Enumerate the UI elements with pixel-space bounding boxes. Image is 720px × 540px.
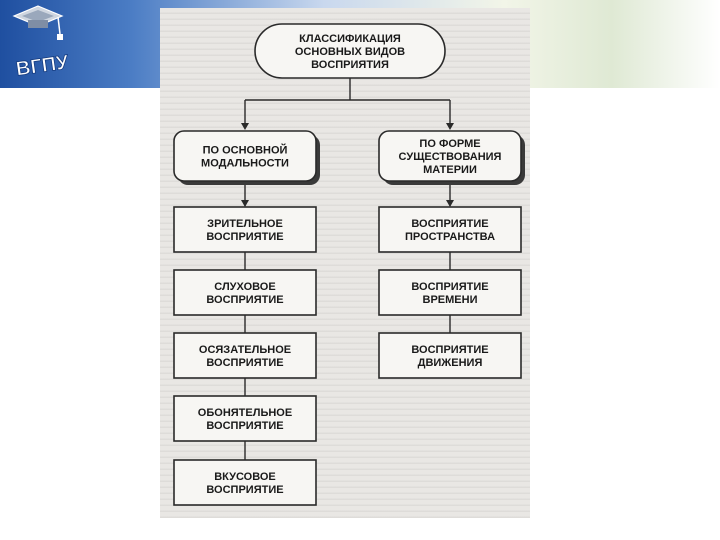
root-node-line-2: ОСНОВНЫХ ВИДОВ: [294, 46, 406, 58]
right-item-1-line-1: ВОСПРИЯТИЕ: [411, 218, 489, 230]
right-item-3-line-1: ВОСПРИЯТИЕ: [411, 344, 489, 356]
left-group-node: [174, 131, 320, 185]
left-item-3: [174, 333, 316, 378]
left-item-3-line-1: ОСЯЗАТЕЛЬНОЕ: [198, 344, 292, 356]
right-item-1: [379, 207, 521, 252]
left-item-5-line-2: ВОСПРИЯТИЕ: [206, 484, 284, 496]
root-node-line-1: КЛАССИФИКАЦИЯ: [299, 33, 401, 45]
right-group-node: [379, 131, 525, 185]
left-item-2-line-1: СЛУХОВОЕ: [214, 281, 276, 293]
right-item-1-line-2: ПРОСТРАНСТВА: [404, 231, 496, 243]
left-item-1-line-1: ЗРИТЕЛЬНОЕ: [207, 218, 283, 230]
logo-text: ВГПУ: [14, 51, 70, 81]
arrow-to-left-group: [241, 123, 249, 130]
left-group-node-line-1: ПО ОСНОВНОЙ: [202, 144, 288, 157]
left-item-4-line-1: ОБОНЯТЕЛЬНОЕ: [197, 407, 293, 419]
right-item-2: [379, 270, 521, 315]
right-item-3: [379, 333, 521, 378]
right-item-3-line-2: ДВИЖЕНИЯ: [417, 357, 483, 369]
left-item-4-line-2: ВОСПРИЯТИЕ: [206, 420, 284, 432]
root-node-line-3: ВОСПРИЯТИЯ: [311, 59, 389, 71]
right-group-node-line-1: ПО ФОРМЕ: [419, 138, 481, 150]
left-item-2: [174, 270, 316, 315]
right-item-2-line-1: ВОСПРИЯТИЕ: [411, 281, 489, 293]
left-item-5: [174, 460, 316, 505]
left-item-1: [174, 207, 316, 252]
right-item-2-line-2: ВРЕМЕНИ: [422, 294, 478, 306]
left-item-1-line-2: ВОСПРИЯТИЕ: [206, 231, 284, 243]
root-node: [255, 24, 445, 78]
left-item-5-line-1: ВКУСОВОЕ: [214, 471, 276, 483]
right-group-node-line-3: МАТЕРИИ: [423, 164, 477, 176]
right-group-node-line-2: СУЩЕСТВОВАНИЯ: [398, 151, 502, 163]
arrow-to-right-group: [446, 123, 454, 130]
arrow-to-right-item-1: [446, 200, 454, 207]
left-item-3-line-2: ВОСПРИЯТИЕ: [206, 357, 284, 369]
left-item-2-line-2: ВОСПРИЯТИЕ: [206, 294, 284, 306]
left-item-4: [174, 396, 316, 441]
left-group-node-line-2: МОДАЛЬНОСТИ: [201, 157, 289, 170]
arrow-to-left-item-1: [241, 200, 249, 207]
